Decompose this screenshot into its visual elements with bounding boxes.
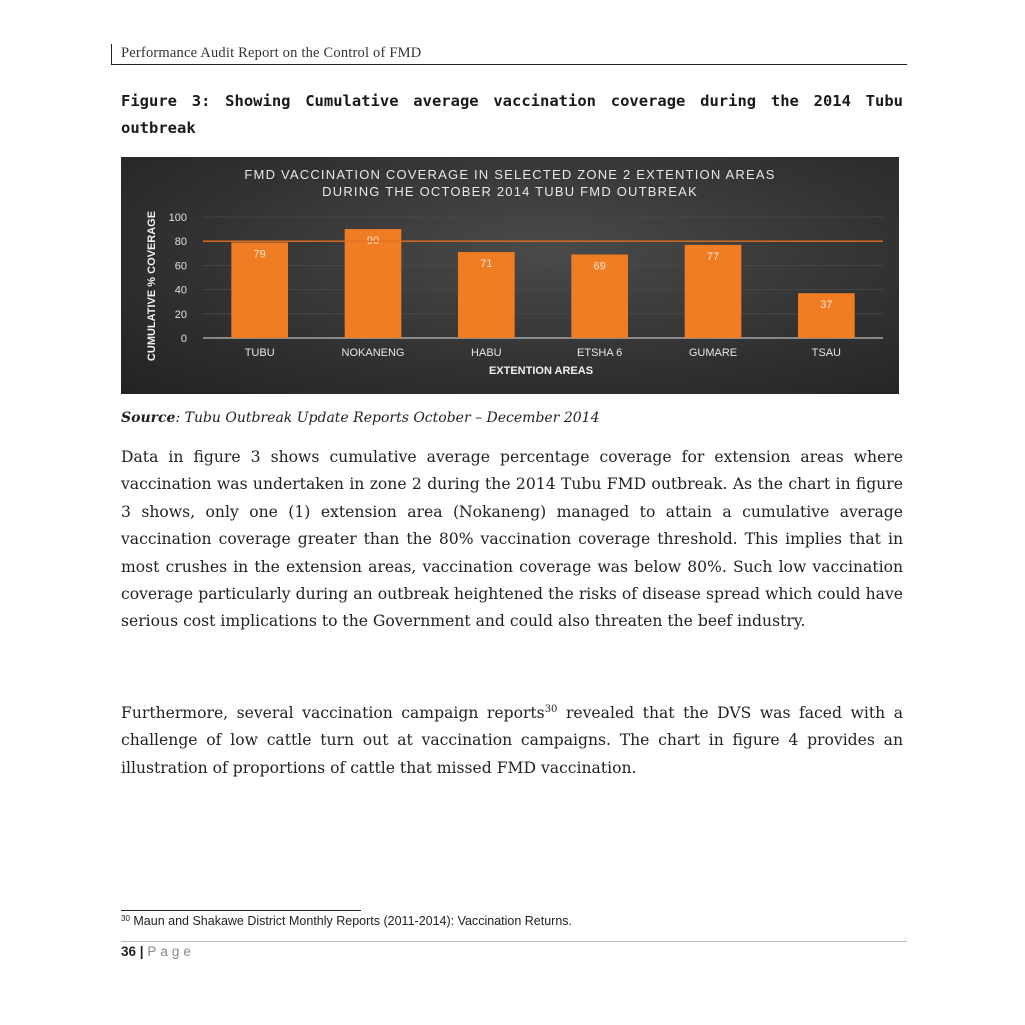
y-tick-label: 0 (180, 333, 187, 345)
body-paragraph-1: Data in figure 3 shows cumulative average percentage coverage for extension areas where vaccination was undertaken in zone 2 during the 2014 Tubu FMD outbreak. As the chart in figure 3 shows, only one (1) extension area (Nokaneng) managed to attain a cumulative average vaccination coverage greater than the 80% vaccination coverage threshold. This implies that in most crushes in the extension areas, vaccination coverage was below 80%. Such low vaccination coverage particularly during an outbreak heightened the risks of disease spread which could have serious cost implications to the Government and could also threaten the beef industry. (121, 448, 903, 631)
page-footer (121, 944, 195, 959)
x-category-label: ETSHA 6 (577, 347, 623, 359)
bar-data-label: 37 (820, 299, 833, 312)
chart-title-line2: DURING THE OCTOBER 2014 TUBU FMD OUTBREAK (322, 184, 698, 199)
figure-label: Figure 3 (121, 92, 202, 110)
y-tick-label: 60 (174, 260, 187, 273)
page-number: 36 (121, 944, 137, 959)
bar-data-label: 90 (366, 235, 380, 248)
footnote-ref: 30 (544, 704, 558, 715)
footer-divider (121, 941, 907, 942)
body-paragraph-2 (121, 700, 903, 782)
footnote-number: 30 (121, 914, 130, 923)
header-title: Performance Audit Report on the Control of FMD (121, 45, 422, 61)
caption-colon: : (201, 92, 226, 110)
para2-start: Furthermore, several vaccination campaign reports (121, 704, 545, 722)
bar-data-label: 77 (706, 250, 720, 263)
bar-data-label: 69 (593, 260, 606, 273)
bar-data-label: 79 (253, 248, 266, 261)
x-category-label: NOKANENG (341, 347, 405, 359)
x-axis-label: EXTENTION AREAS (488, 365, 594, 377)
footnote (121, 914, 572, 928)
y-tick-label: 80 (174, 236, 187, 249)
coverage-bar-chart (121, 157, 899, 394)
page-word: Page (147, 944, 195, 959)
figure-caption (121, 88, 903, 142)
x-category-label: TSAU (811, 347, 842, 359)
source-label: Source (121, 410, 176, 426)
chart-title-line1: FMD VACCINATION COVERAGE IN SELECTED ZONE 2 EXTENTION AREAS (244, 167, 776, 182)
chart-svg (121, 157, 899, 394)
running-header (111, 44, 907, 65)
footnote-divider (121, 910, 361, 911)
para2-end: revealed that the DVS was faced with a challenge of low cattle turn out at vaccination campaigns. The chart in figure 4 provides an illustration of proportions of cattle that missed FMD vaccination. (121, 704, 903, 777)
y-axis-label: CUMULATIVE % COVERAGE (146, 210, 158, 362)
footnote-text: Maun and Shakawe District Monthly Reports (2011-2014): Vaccination Returns. (129, 914, 573, 928)
bar-data-label: 71 (480, 258, 493, 271)
y-tick-label: 100 (168, 212, 187, 224)
y-tick-label: 20 (174, 308, 187, 321)
x-category-label: HABU (471, 347, 502, 359)
source-text: : Tubu Outbreak Update Reports October – December 2014 (175, 410, 600, 426)
y-tick-label: 40 (174, 284, 187, 297)
x-category-label: TUBU (244, 347, 275, 359)
figure-caption-text: Showing Cumulative average vaccination coverage during the 2014 Tubu outbreak (121, 92, 904, 137)
page-separator: | (136, 944, 148, 959)
x-category-label: GUMARE (688, 347, 738, 359)
figure-source (121, 410, 599, 426)
